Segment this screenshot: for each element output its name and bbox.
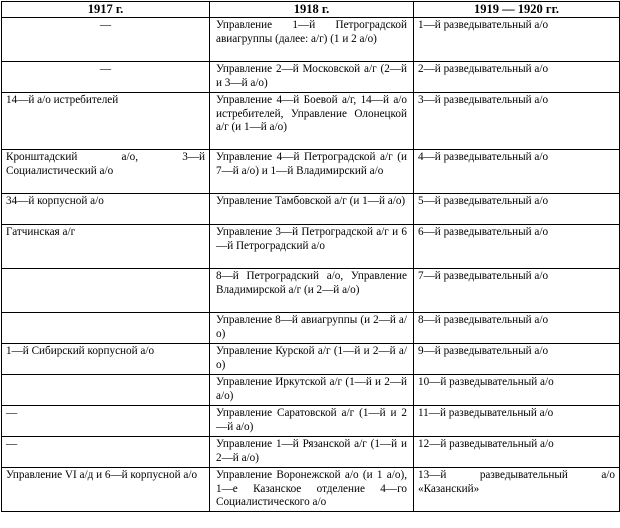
table-row [2,93,620,150]
cell-1919-1920: 9—й разведывательный а/о [414,344,620,375]
cell-1919-1920: 6—й разведывательный а/о [414,225,620,269]
table-row [2,375,620,406]
cell-1919-1920: 5—й разведывательный а/о [414,194,620,225]
cell-1917: — [2,62,210,93]
table-row [2,225,620,269]
header-1919-1920: 1919 — 1920 гг. [414,2,620,18]
cell-1918: Управление Саратовской а/г (1—й и 2—й а/о) [210,406,414,437]
cell-1919-1920: 10—й разведывательный а/о [414,375,620,406]
cell-1919-1920: 8—й разведывательный а/о [414,313,620,344]
aviation-units-table [1,1,620,512]
table-row [2,468,620,512]
cell-1918: Управление Воронежской а/о (и 1 а/о), 1—е Казанское отделение 4—го Социалистического а/о [210,468,414,512]
cell-1917: Управление VI а/д и 6—й корпусной а/о [2,468,210,512]
cell-1917 [2,375,210,406]
cell-1919-1920: 4—й разведывательный а/о [414,150,620,194]
cell-1918: Управление 8—й авиагруппы (и 2—й а/о) [210,313,414,344]
cell-1919-1920: 13—й разведывательный а/о «Казанский» [414,468,620,512]
cell-1917: — [2,406,210,437]
cell-1919-1920: 7—й разведывательный а/о [414,269,620,313]
cell-1918: Управление Курской а/г (1—й и 2—й а/о) [210,344,414,375]
cell-1918: 8—й Петроградский а/о, Управление Владимирской а/г (и 2—й а/о) [210,269,414,313]
cell-1917: 14—й а/о истребителей [2,93,210,150]
cell-1917: — [2,18,210,62]
cell-1917: 34—й корпусной а/о [2,194,210,225]
cell-1918: Управление Тамбовской а/г (и 1—й а/о) [210,194,414,225]
cell-1918: Управление 1—й Рязанской а/г (1—й и 2—й а/о) [210,437,414,468]
table-row [2,344,620,375]
cell-1919-1920: 3—й разведывательный а/о [414,93,620,150]
cell-1917: Кронштадский а/о, 3—й Социалистический а/о [2,150,210,194]
cell-1918: Управление Иркутской а/г (1—й и 2—й а/о) [210,375,414,406]
table-row [2,18,620,62]
table-row [2,437,620,468]
cell-1917: 1—й Сибирский корпусной а/о [2,344,210,375]
table-row [2,150,620,194]
cell-1917: — [2,437,210,468]
cell-1918: Управление 2—й Московской а/г (2—й и 3—й а/о) [210,62,414,93]
cell-1919-1920: 11—й разведывательный а/о [414,406,620,437]
cell-1918: Управление 4—й Боевой а/г, 14—й а/о истребителей, Управление Олонецкой а/г (и 1—й а/о) [210,93,414,150]
cell-1918: Управление 3—й Петроградской а/г и 6—й Петроградский а/о [210,225,414,269]
cell-1917 [2,313,210,344]
table-row [2,194,620,225]
table-row [2,62,620,93]
cell-1919-1920: 1—й разведывательный а/о [414,18,620,62]
table-row [2,269,620,313]
cell-1919-1920: 12—й разведывательный а/о [414,437,620,468]
cell-1919-1920: 2—й разведывательный а/о [414,62,620,93]
table-row [2,406,620,437]
cell-1917: Гатчинская а/г [2,225,210,269]
header-1917: 1917 г. [2,2,210,18]
header-1918: 1918 г. [210,2,414,18]
cell-1918: Управление 4—й Петроградской а/г (и 7—й а/о) и 1—й Владимирский а/о [210,150,414,194]
table-row [2,313,620,344]
header-row [2,2,620,18]
cell-1917 [2,269,210,313]
cell-1918: Управление 1—й Петроградской авиагруппы (далее: а/г) (1 и 2 а/о) [210,18,414,62]
